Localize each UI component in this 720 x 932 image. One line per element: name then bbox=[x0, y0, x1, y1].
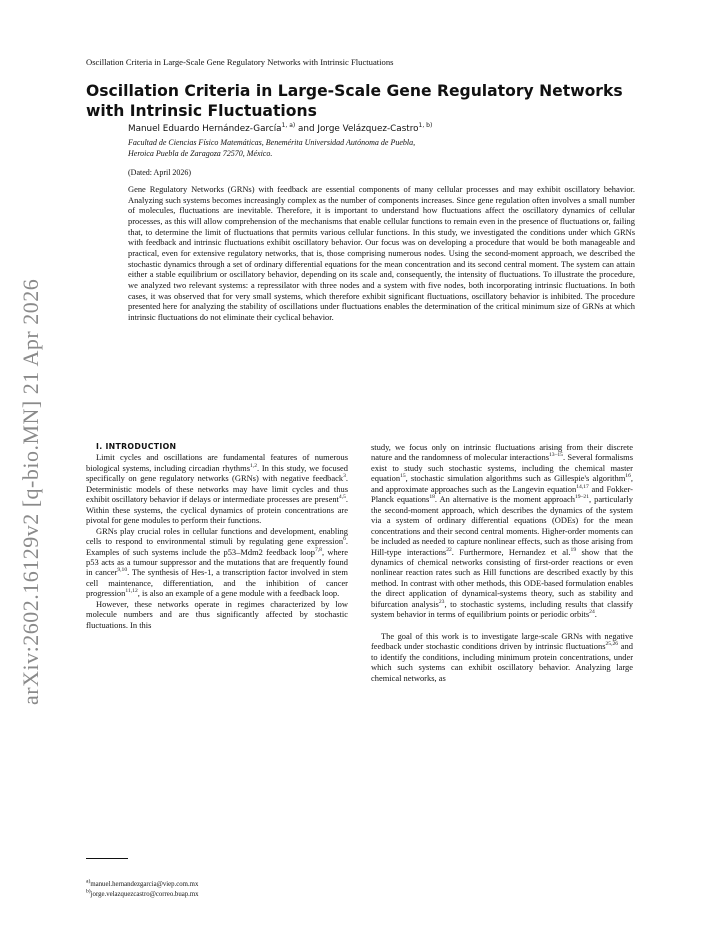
email-link[interactable]: jorge.velazquezcastro@correo.buap.mx bbox=[90, 891, 199, 898]
citation: 18 bbox=[429, 494, 435, 501]
left-column bbox=[86, 442, 348, 630]
citation: 14,17 bbox=[576, 484, 589, 490]
citation: 7,8 bbox=[314, 546, 322, 553]
citation: 19–21 bbox=[575, 494, 589, 501]
affiliation bbox=[128, 137, 415, 159]
citation: 15 bbox=[400, 473, 406, 480]
citation: 19 bbox=[570, 546, 577, 553]
citation: 24 bbox=[589, 609, 595, 616]
citation: 13–15 bbox=[548, 452, 563, 459]
citation: 6 bbox=[343, 536, 346, 543]
citation: 4,5 bbox=[338, 494, 346, 501]
citation: 25,26 bbox=[605, 641, 619, 648]
author-line bbox=[128, 124, 432, 134]
paragraph: However, these networks operate in regimes characterized by low molecule numbers and are thus significantly affected by stochastic fluctuations. In this bbox=[86, 598, 348, 630]
paragraph: The goal of this work is to investigate large-scale GRNs with negative feedback under stochastic conditions driven by intrinsic fluctuations$^{25,26}$ and to identify the conditions, including minimum protein concentrations, under which such systems can exhibit oscillatory behavior. Analyzing large chemical networks, as bbox=[371, 630, 633, 683]
footnote-a bbox=[86, 880, 199, 890]
paper-title: Oscillation Criteria in Large-Scale Gene Regulatory Networks with Intrinsic Fluctuations bbox=[86, 82, 623, 120]
citation: 16 bbox=[625, 473, 631, 480]
citation: 1,2 bbox=[250, 463, 257, 470]
right-column bbox=[371, 442, 633, 683]
author-name: Jorge Velázquez-Castro bbox=[317, 124, 419, 134]
footnote-mark: a) bbox=[86, 878, 91, 885]
citation: 3 bbox=[343, 473, 346, 480]
section-heading: I. INTRODUCTION bbox=[96, 442, 177, 451]
citation: 22 bbox=[446, 546, 452, 553]
citation: 23 bbox=[438, 598, 445, 605]
abstract: Gene Regulatory Networks (GRNs) with feedback are essential components of many cellular processes and may exhibit oscillatory behavior. Analyzing such systems becomes increasingly complex as the number of components increases. Since gene regulation often involves a small number of molecules, fluctuations are inevitable. Therefore, it is important to understand how fluctuations affect the oscillatory dynamics of cellular processes, as this will allow comprehension of the mechanisms that enable cellular functions to remain even in the presence of fluctuations or, failing that, to determine the limit of fluctuations that permits various cellular functions. In this study, we investigated the conditions under which GRNs with feedback and intrinsic fluctuations exhibit oscillatory behavior. Our focus was on developing a procedure that would be both manageable and practical, even for extensive regulatory networks, that is, those comprising numerous nodes. Using the second-moment approach, we described the stochastic dynamics through a set of ordinary differential equations for the mean concentration and its second central moment. The system can attain either a stable equilibrium or oscillatory behavior, depending on its scale and, consequently, the intensity of fluctuations. To illustrate the procedure, we analyzed two relevant systems: a repressilator with three nodes and a system with five nodes, both incorporating intrinsic fluctuations. In both cases, it was observed that for very small systems, which therefore exhibit significant fluctuations, oscillatory behavior is inhibited. The procedure presented here for analyzing the stability of oscillations under fluctuations enables the determination of the critical minimum size of GRNs at which intrinsic fluctuations do not eliminate their cyclical behavior. bbox=[128, 184, 635, 322]
paragraph: study, we focus only on intrinsic fluctuations arising from their discrete nature and the randomness of molecular interactions$^{13-15}$. Several formalisms exist to study such stochastic systems, including the chemical master equation$^{15}$, stochastic simulation algorithms such as Gillespie's algorithm$^{16}$, and approximate approaches such as the Langevin equation$^{14,17}$ and Fokker-Planck equations$^{18}$. An alternative is the moment approach$^{19-21}$, particularly the second-moment approach, which describes the dynamics of the system via a system of ordinary differential equations (ODEs) for the mean concentrations and their second central moments. Higher-order moments can be included as needed to capture nonlinear effects, such as those arising from Hill-type interactions$^{22}$. Furthermore, Hernandez et al.$^{19}$ show that the dynamics of chemical networks consisting of first-order reactions or even nonlinear reaction rates such as Hill functions are described exactly by this method. In contrast with other methods, this ODE-based formulation enables the direct application of dynamical-systems theory, such as stability and bifurcation analysis$^{23}$, to stochastic systems, including results that classify system behavior in terms of equilibrium points or periodic orbits$^{24}$. bbox=[371, 442, 634, 620]
paragraph: GRNs play crucial roles in cellular functions and development, enabling cells to respond to environmental stimuli by regulating gene expression$^6$. Examples of such systems include the p53–Mdm2 feedback loop$^{7,8}$, where p53 acts as a tumour suppressor and the mutations that are frequently found in cancer$^{9,10}$. The synthesis of Hes-1, a transcription factor involved in stem cell maintenance, differentiation, and the inhibition of cancer progression$^{11,12}$, is also an example of a gene module with a feedback loop. bbox=[86, 525, 348, 599]
running-header: Oscillation Criteria in Large-Scale Gene Regulatory Networks with Intrinsic Fluctuations bbox=[86, 57, 394, 67]
author-conjunction: and bbox=[295, 124, 318, 134]
paragraph: Limit cycles and oscillations are fundamental features of numerous biological systems, including circadian rhythms$^{1,2}$. In this study, we focused specifically on gene regulatory networks (GRNs) with negative feedback$^3$. Deterministic models of these networks may have limit cycles and thus exhibit oscillatory behavior if delays or intermediate processes are present$^{4,5}$. Within these systems, the cyclical dynamics of protein concentrations are pivotal for gene modules to perform their functions. bbox=[86, 452, 348, 526]
author-affiliation-mark: 1, a) bbox=[281, 122, 296, 130]
date-line: (Dated: April 2026) bbox=[128, 168, 192, 177]
citation: 11,12 bbox=[125, 588, 138, 595]
author-affiliation-mark: 1, b) bbox=[418, 122, 433, 130]
author-name: Manuel Eduardo Hernández-García bbox=[128, 124, 282, 134]
citation: 9,10 bbox=[117, 567, 128, 574]
email-link[interactable]: manuel.hernandezgarcia@viep.com.mx bbox=[90, 881, 199, 888]
affiliation-line: Facultad de Ciencias Físico Matemáticas, Benemérita Universidad Autónoma de Puebla, bbox=[128, 138, 416, 147]
footnotes bbox=[86, 880, 199, 900]
footnote-divider bbox=[86, 858, 128, 859]
arxiv-identifier: arXiv:2602.16129v2 [q-bio.MN] 21 Apr 2026 bbox=[18, 278, 43, 705]
affiliation-line: Heroica Puebla de Zaragoza 72570, México. bbox=[128, 149, 273, 158]
footnote-mark: b) bbox=[86, 888, 91, 895]
footnote-b bbox=[86, 890, 199, 900]
